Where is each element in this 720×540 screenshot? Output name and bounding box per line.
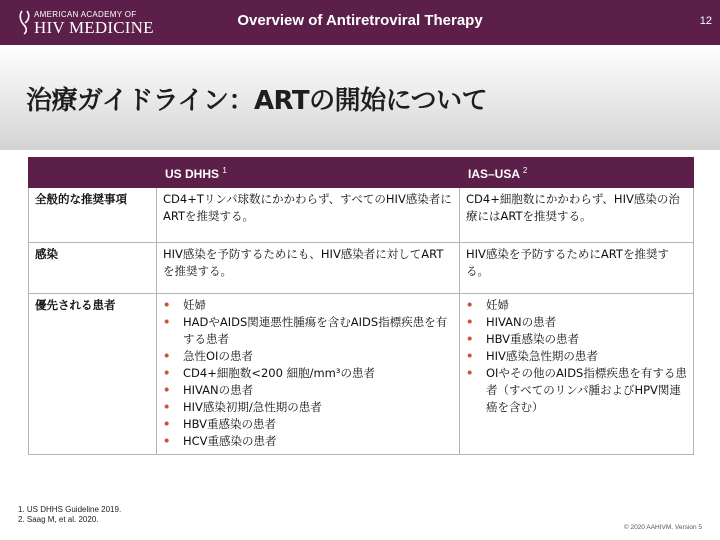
header-us-dhhs (157, 158, 460, 188)
copyright: © 2020 AAHIVM. Version 5 (623, 524, 702, 531)
header-empty-cell (29, 158, 157, 188)
list-item: • 急性OIの患者 (163, 348, 453, 365)
references (18, 505, 121, 525)
header-bar (0, 0, 720, 45)
cell-us-dhhs (157, 294, 460, 455)
reference-1: 1. US DHHS Guideline 2019. (18, 505, 122, 514)
list-item: • HBV重感染の患者 (466, 331, 687, 348)
list-item: • CD4+細胞数<200 細胞/mm³の患者 (163, 365, 453, 382)
list-item: • HIV感染初期/急性期の患者 (163, 399, 453, 416)
recommendations-table (28, 157, 694, 455)
org-name-line2: HIV MEDICINE (34, 18, 154, 37)
list-item: • HCV重感染の患者 (163, 433, 453, 450)
table-row (29, 243, 694, 294)
slide-number: 12 (699, 15, 712, 27)
cell-us-dhhs: CD4+Tリンパ球数にかかわらず、すべてのHIV感染者にARTを推奨する。 (157, 188, 460, 243)
table-header-row (29, 158, 694, 188)
slide-title: 治療ガイドライン：ARTの開始について (26, 86, 488, 116)
cell-ias-usa: CD4+細胞数にかかわらず、HIV感染の治療にはARTを推奨する。 (460, 188, 694, 243)
list-item: • 妊婦 (163, 297, 453, 314)
list-item: • OIやその他のAIDS指標疾患を有する患者（すべてのリンパ腫およびHPV関連癌を含む） (466, 365, 687, 416)
cell-us-dhhs: HIV感染を予防するためにも、HIV感染者に対してARTを推奨する。 (157, 243, 460, 294)
cell-ias-usa: HIV感染を予防するためにARTを推奨する。 (460, 243, 694, 294)
table-row (29, 188, 694, 243)
priority-list-ias-usa (466, 297, 687, 416)
header-ias-usa-ref: 2 (522, 166, 528, 175)
deck-title: Overview of Antiretroviral Therapy (237, 12, 483, 29)
row-label: 優先される患者 (29, 294, 157, 455)
header-ias-usa-label: IAS–USA (468, 167, 520, 181)
list-item: • HIVANの患者 (163, 382, 453, 399)
list-item: • HADやAIDS関連悪性腫瘍を含むAIDS指標疾患を有する患者 (163, 314, 453, 348)
cell-ias-usa (460, 294, 694, 455)
list-item: • HIV感染急性期の患者 (466, 348, 687, 365)
list-item: • HBV重感染の患者 (163, 416, 453, 433)
list-item: • HIVANの患者 (466, 314, 687, 331)
org-name-line1: AMERICAN ACADEMY OF (34, 10, 137, 19)
table-row (29, 294, 694, 455)
row-label: 感染 (29, 243, 157, 294)
header-ias-usa (460, 158, 694, 188)
header-us-dhhs-label: US DHHS (165, 167, 220, 181)
priority-list-us-dhhs (163, 297, 453, 450)
list-item: • 妊婦 (466, 297, 687, 314)
header-us-dhhs-ref: 1 (222, 166, 227, 175)
reference-2: 2. Saag M, et al. 2020. (18, 515, 99, 524)
row-label: 全般的な推奨事項 (29, 188, 157, 243)
